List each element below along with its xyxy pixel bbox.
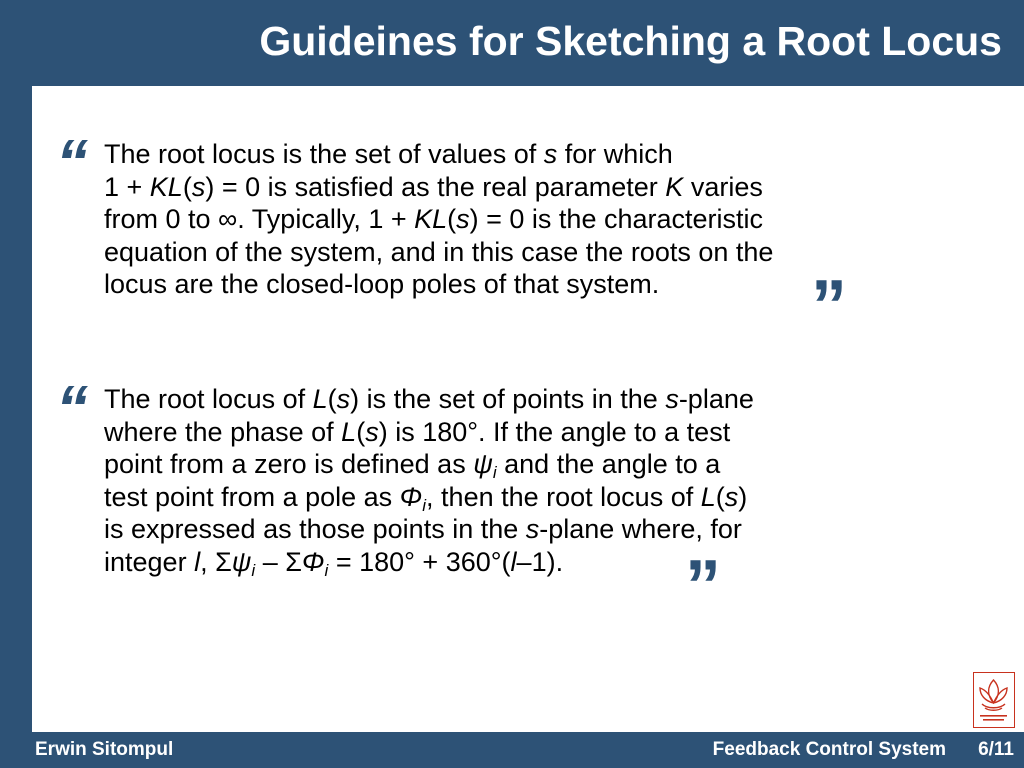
open-quote-mark-2: “ xyxy=(56,372,88,444)
open-quote-mark-1: “ xyxy=(56,126,88,198)
root-locus-phase-quote xyxy=(104,383,754,578)
quote1-line: 1 + KL(s) = 0 is satisfied as the real parameter K varies xyxy=(104,171,763,202)
quote1-line: equation of the system, and in this case the roots on the xyxy=(104,236,774,267)
close-quote-mark-2: ” xyxy=(685,546,721,626)
quote2-line: is expressed as those points in the s-plane where, for xyxy=(104,514,742,544)
quote2-line: point from a zero is defined as $\psi_i$ and the angle to a xyxy=(104,449,721,482)
footer-author: Erwin Sitompul xyxy=(35,739,174,760)
lotus-icon xyxy=(974,673,1013,726)
footer-page-number: 6/11 xyxy=(978,739,1014,760)
university-logo xyxy=(973,672,1015,728)
footer-course: Feedback Control System xyxy=(712,739,946,760)
quote1-line: from 0 to ∞. Typically, 1 + KL(s) = 0 is the characteristic xyxy=(104,204,764,234)
quote1-line: locus are the closed-loop poles of that system. xyxy=(104,269,660,299)
quote2-line: The root locus of L(s) is the set of points in the s-plane xyxy=(104,384,754,414)
slide-footer xyxy=(0,732,1024,768)
quote2-line: test point from a pole as $\Phi_i$, then the root locus of L(s) xyxy=(104,481,748,515)
content-panel xyxy=(32,86,1024,732)
quote1-line: The root locus is the set of values of s for which xyxy=(104,139,673,169)
slide-title: Guideines for Sketching a Root Locus xyxy=(259,18,1002,64)
close-quote-mark-1: ” xyxy=(811,266,847,346)
quote2-line: where the phase of L(s) is 180°. If the angle to a test xyxy=(104,416,731,447)
root-locus-definition-quote xyxy=(104,138,773,301)
quote2-line: integer l, $\Sigma\psi_i - \Sigma\Phi_i = 180^\circ + 360^\circ(l-1)$. xyxy=(104,546,564,580)
